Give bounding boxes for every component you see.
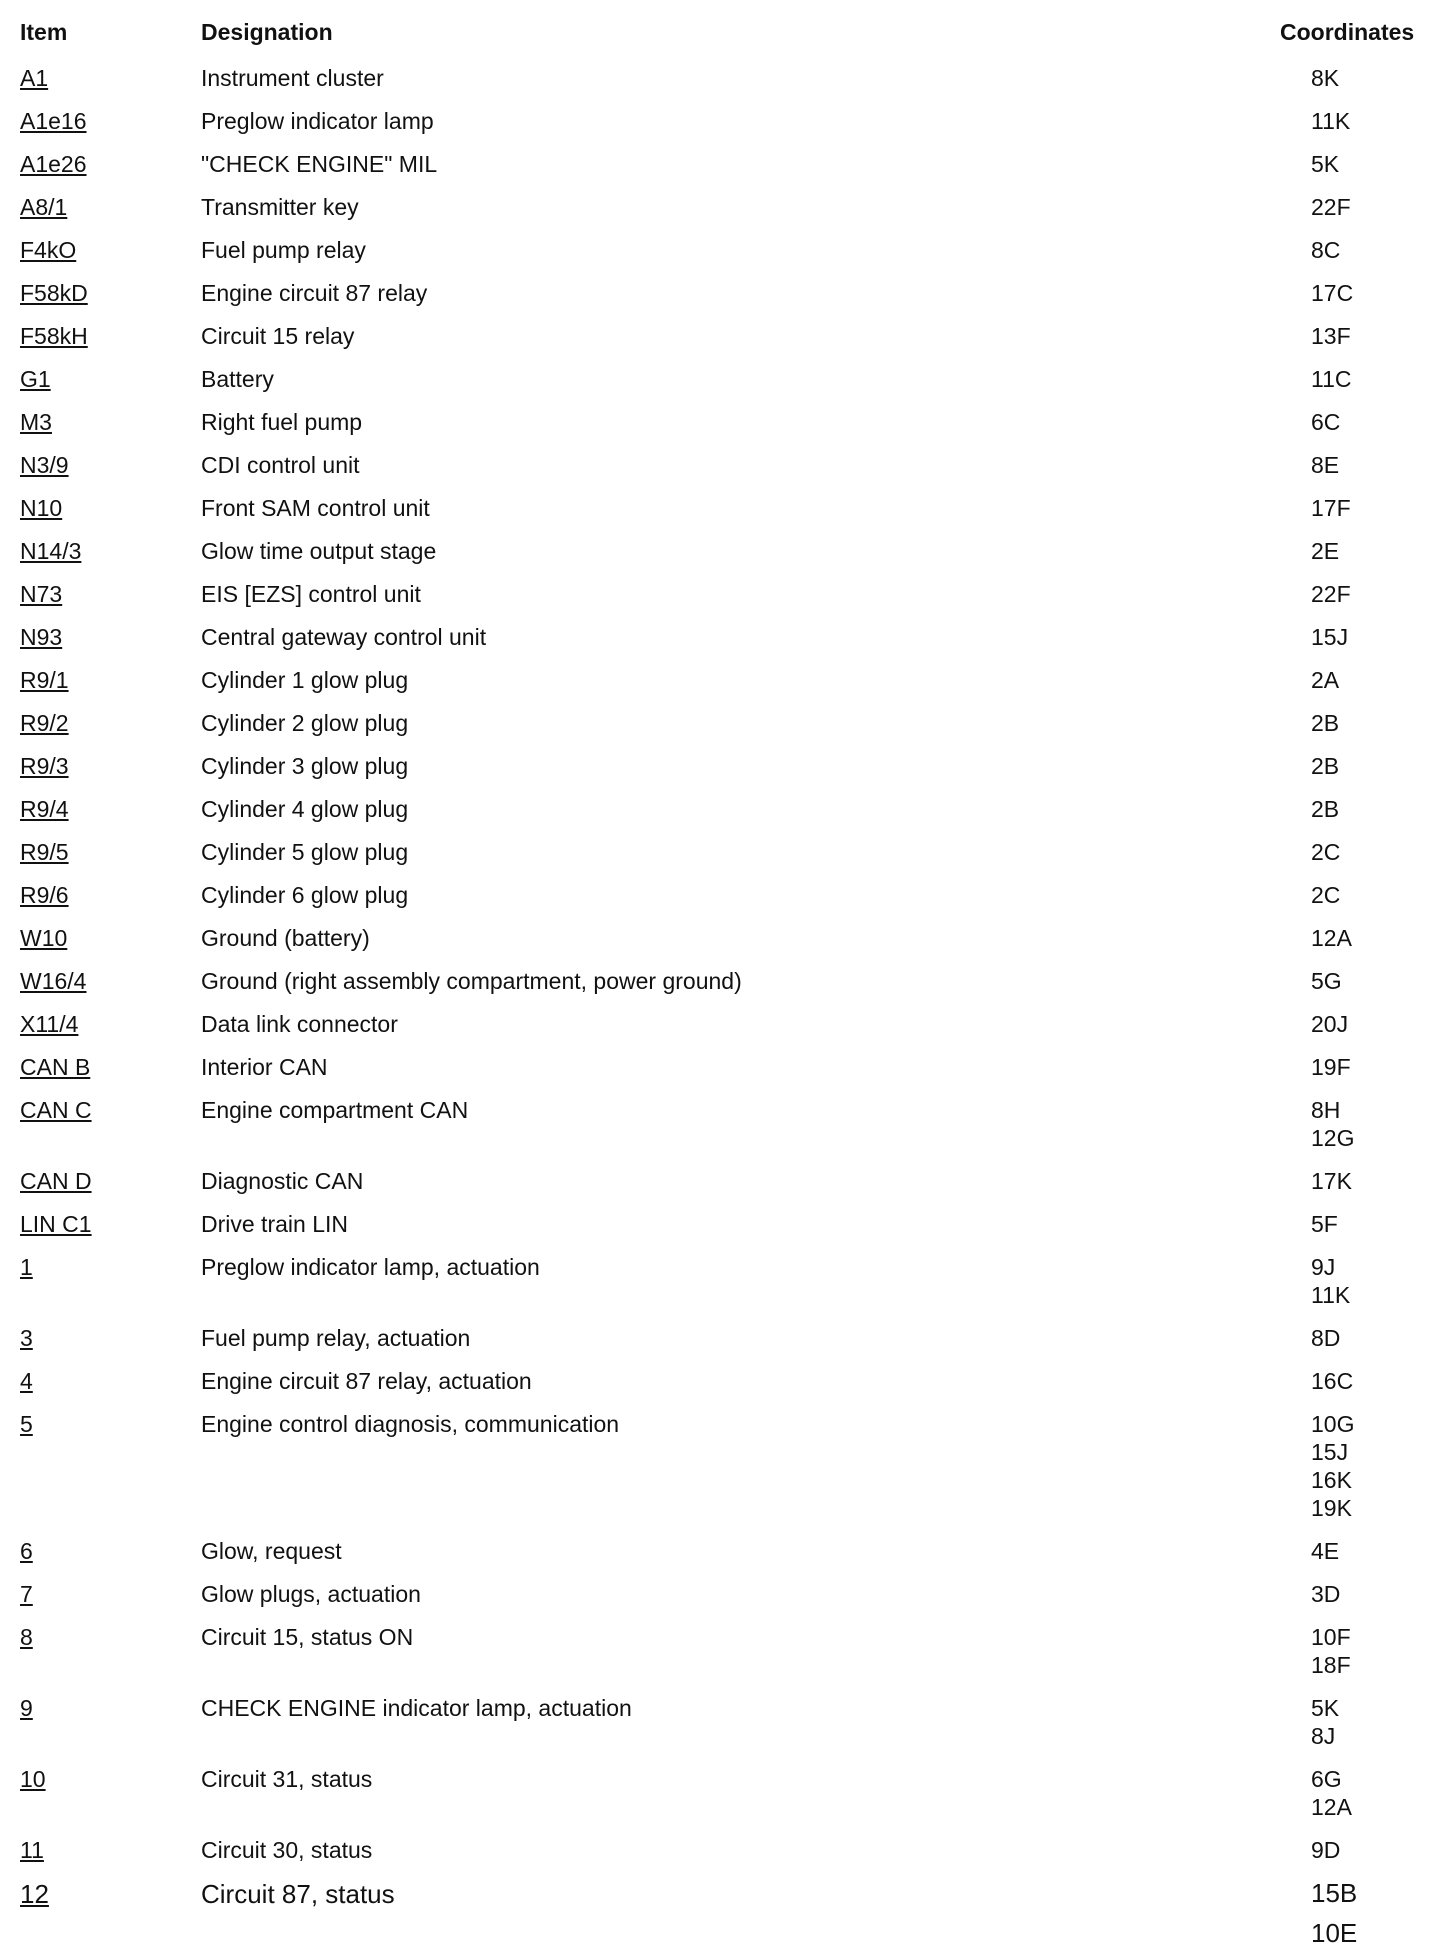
- item-link[interactable]: N10: [20, 495, 63, 521]
- coordinate-value: 17F: [1311, 495, 1351, 521]
- designation-text: Cylinder 3 glow plug: [201, 753, 409, 779]
- coordinates-cell: [1311, 107, 1350, 135]
- table-row: [0, 236, 1440, 279]
- designation-text: "CHECK ENGINE" MIL: [201, 151, 438, 177]
- item-link[interactable]: N93: [20, 624, 63, 650]
- coordinate-value: 8C: [1311, 237, 1341, 263]
- table-row: [0, 537, 1440, 580]
- coordinate-value: 2B: [1311, 796, 1340, 822]
- coordinate-value: 11K: [1311, 1282, 1351, 1308]
- coordinate-value: 2E: [1311, 538, 1340, 564]
- coordinate-value: 8J: [1311, 1723, 1336, 1749]
- item-link[interactable]: 3: [20, 1325, 33, 1351]
- coordinates-cell: [1311, 365, 1352, 393]
- coordinate-value: 20J: [1311, 1011, 1349, 1037]
- table-row: [0, 408, 1440, 451]
- table-row: [0, 666, 1440, 709]
- coordinates-cell: [1311, 1210, 1338, 1238]
- item-link[interactable]: F58kH: [20, 323, 88, 349]
- coordinate-value: 11C: [1311, 366, 1352, 392]
- designation-text: Ground (battery): [201, 925, 370, 951]
- coordinate-value: 12A: [1311, 1794, 1352, 1820]
- coordinate-value: 19K: [1311, 1495, 1352, 1521]
- coordinate-value: 10E: [1311, 1918, 1358, 1948]
- coordinates-cell: [1311, 1010, 1348, 1038]
- coordinates-cell: [1311, 666, 1339, 694]
- table-row: [0, 1537, 1440, 1580]
- designation-text: Transmitter key: [201, 194, 359, 220]
- coordinates-cell: [1311, 1053, 1351, 1081]
- coordinates-cell: [1311, 451, 1339, 479]
- item-link[interactable]: F4kO: [20, 237, 77, 263]
- designation-text: Central gateway control unit: [201, 624, 487, 650]
- designation-text: Interior CAN: [201, 1054, 328, 1080]
- coordinates-cell: [1311, 279, 1353, 307]
- table-row: [0, 150, 1440, 193]
- item-link[interactable]: CAN D: [20, 1168, 92, 1194]
- coordinates-cell: [1311, 1623, 1351, 1679]
- table-row: [0, 1010, 1440, 1053]
- coordinate-value: 22F: [1311, 194, 1351, 220]
- designation-text: Preglow indicator lamp, actuation: [201, 1254, 540, 1280]
- designation-text: Engine control diagnosis, communication: [201, 1411, 620, 1437]
- coordinates-cell: [1311, 1580, 1340, 1608]
- coordinate-value: 19F: [1311, 1054, 1351, 1080]
- item-link[interactable]: 10: [20, 1766, 46, 1792]
- coordinates-cell: [1311, 1096, 1354, 1152]
- designation-text: EIS [EZS] control unit: [201, 581, 421, 607]
- coordinate-value: 6C: [1311, 409, 1341, 435]
- designation-text: Cylinder 4 glow plug: [201, 796, 409, 822]
- table-row: [0, 1210, 1440, 1253]
- coordinate-value: 8D: [1311, 1325, 1341, 1351]
- designation-text: Engine circuit 87 relay, actuation: [201, 1368, 532, 1394]
- coordinates-cell: [1311, 1253, 1350, 1309]
- designation-text: Glow time output stage: [201, 538, 437, 564]
- coordinate-value: 15J: [1311, 1439, 1349, 1465]
- coordinate-value: 16K: [1311, 1467, 1352, 1493]
- item-link[interactable]: 11: [20, 1837, 44, 1863]
- header-item: Item: [20, 19, 68, 45]
- table-row: [0, 1410, 1440, 1537]
- designation-text: Circuit 15 relay: [201, 323, 355, 349]
- coordinates-cell: [1311, 881, 1340, 909]
- coordinate-value: 8K: [1311, 65, 1340, 91]
- coordinates-cell: [1311, 1324, 1340, 1352]
- item-link[interactable]: W16/4: [20, 968, 87, 994]
- item-link[interactable]: 7: [20, 1581, 33, 1607]
- table-row: [0, 1836, 1440, 1879]
- item-link[interactable]: 12: [20, 1879, 49, 1909]
- table-row: [0, 1253, 1440, 1324]
- coordinate-value: 22F: [1311, 581, 1351, 607]
- header-coordinates: Coordinates: [1280, 19, 1415, 45]
- item-link[interactable]: A1e26: [20, 151, 87, 177]
- table-row: [0, 967, 1440, 1010]
- coordinate-value: 9D: [1311, 1837, 1341, 1863]
- designation-text: Circuit 30, status: [201, 1837, 373, 1863]
- designation-text: Fuel pump relay: [201, 237, 366, 263]
- designation-text: Cylinder 5 glow plug: [201, 839, 409, 865]
- coordinate-value: 3D: [1311, 1581, 1341, 1607]
- coordinates-cell: [1311, 795, 1339, 823]
- coordinate-value: 11K: [1311, 108, 1351, 134]
- table-row: [0, 752, 1440, 795]
- coordinates-cell: [1311, 150, 1339, 178]
- coordinates-cell: [1311, 1836, 1340, 1864]
- coordinate-value: 4E: [1311, 1538, 1340, 1564]
- table-row: [0, 1765, 1440, 1836]
- designation-text: Cylinder 1 glow plug: [201, 667, 409, 693]
- table-row: [0, 1096, 1440, 1167]
- table-row: [0, 365, 1440, 408]
- item-link[interactable]: W10: [20, 925, 68, 951]
- table-row: [0, 322, 1440, 365]
- item-link[interactable]: 9: [20, 1695, 33, 1721]
- coordinate-value: 17K: [1311, 1168, 1352, 1194]
- table-row: [0, 1623, 1440, 1694]
- coordinate-value: 5F: [1311, 1211, 1338, 1237]
- coordinates-cell: [1311, 408, 1340, 436]
- table-row: [0, 64, 1440, 107]
- table-row: [0, 623, 1440, 666]
- coordinates-cell: [1311, 1879, 1357, 1947]
- coordinates-cell: [1311, 752, 1339, 780]
- designation-text: Circuit 87, status: [201, 1879, 395, 1909]
- item-link[interactable]: R9/6: [20, 882, 69, 908]
- coordinate-value: 8H: [1311, 1097, 1341, 1123]
- table-row: [0, 709, 1440, 752]
- table-row: [0, 580, 1440, 623]
- coordinates-cell: [1311, 709, 1339, 737]
- coordinate-value: 5K: [1311, 1695, 1340, 1721]
- coordinates-cell: [1311, 838, 1340, 866]
- designation-text: Diagnostic CAN: [201, 1168, 364, 1194]
- coordinates-cell: [1311, 1694, 1339, 1750]
- coordinate-value: 12A: [1311, 925, 1352, 951]
- table-row: [0, 494, 1440, 537]
- item-link[interactable]: M3: [20, 409, 52, 435]
- coordinate-value: 5G: [1311, 968, 1342, 994]
- item-link[interactable]: R9/3: [20, 753, 69, 779]
- coordinate-value: 13F: [1311, 323, 1351, 349]
- item-link[interactable]: N3/9: [20, 452, 69, 478]
- item-link[interactable]: 6: [20, 1538, 33, 1564]
- table-row: [0, 1878, 1440, 1948]
- item-link[interactable]: N73: [20, 581, 63, 607]
- coordinate-value: 6G: [1311, 1766, 1342, 1792]
- designation-text: Battery: [201, 366, 274, 392]
- designation-text: Glow plugs, actuation: [201, 1581, 421, 1607]
- designation-text: Engine circuit 87 relay: [201, 280, 428, 306]
- coordinates-cell: [1311, 193, 1351, 221]
- coordinates-cell: [1311, 967, 1342, 995]
- coordinate-value: 10F: [1311, 1624, 1351, 1650]
- header-designation: Designation: [201, 19, 333, 45]
- designation-text: Circuit 31, status: [201, 1766, 373, 1792]
- designation-text: Cylinder 2 glow plug: [201, 710, 409, 736]
- designation-text: Fuel pump relay, actuation: [201, 1325, 471, 1351]
- item-link[interactable]: LIN C1: [20, 1211, 92, 1237]
- designation-text: Drive train LIN: [201, 1211, 348, 1237]
- coordinates-cell: [1311, 580, 1351, 608]
- coordinates-cell: [1311, 1367, 1353, 1395]
- coordinates-cell: [1311, 537, 1339, 565]
- item-link[interactable]: A1: [20, 65, 49, 91]
- coordinates-cell: [1311, 623, 1348, 651]
- table-header: [0, 0, 1440, 64]
- item-link[interactable]: 1: [20, 1254, 33, 1280]
- coordinate-value: 12G: [1311, 1125, 1355, 1151]
- table-row: [0, 107, 1440, 150]
- designation-text: Preglow indicator lamp: [201, 108, 434, 134]
- designation-text: CDI control unit: [201, 452, 360, 478]
- coordinates-cell: [1311, 1537, 1339, 1565]
- item-link[interactable]: R9/4: [20, 796, 69, 822]
- coordinate-value: 15B: [1311, 1878, 1358, 1908]
- coordinate-value: 17C: [1311, 280, 1354, 306]
- designation-text: Cylinder 6 glow plug: [201, 882, 409, 908]
- item-link[interactable]: F58kD: [20, 280, 88, 306]
- coordinates-cell: [1311, 1765, 1352, 1821]
- item-link[interactable]: N14/3: [20, 538, 82, 564]
- coordinate-value: 16C: [1311, 1368, 1354, 1394]
- coordinate-value: 2B: [1311, 753, 1340, 779]
- coordinates-cell: [1311, 64, 1339, 92]
- designation-text: Ground (right assembly compartment, power ground): [201, 968, 742, 994]
- coordinate-value: 5K: [1311, 151, 1340, 177]
- item-link[interactable]: X11/4: [20, 1011, 79, 1037]
- table-row: [0, 451, 1440, 494]
- item-link[interactable]: A8/1: [20, 194, 68, 220]
- item-link[interactable]: R9/1: [20, 667, 69, 693]
- coordinates-cell: [1311, 236, 1340, 264]
- table-row: [0, 1053, 1440, 1096]
- designation-text: Right fuel pump: [201, 409, 363, 435]
- table-row: [0, 838, 1440, 881]
- coordinate-value: 10G: [1311, 1411, 1355, 1437]
- coordinate-value: 2C: [1311, 882, 1341, 908]
- item-link[interactable]: R9/5: [20, 839, 69, 865]
- designation-text: Glow, request: [201, 1538, 342, 1564]
- table-row: [0, 1167, 1440, 1210]
- coordinates-cell: [1311, 924, 1352, 952]
- coordinate-value: 15J: [1311, 624, 1349, 650]
- coordinates-cell: [1311, 494, 1351, 522]
- coordinate-value: 18F: [1311, 1652, 1351, 1678]
- item-link[interactable]: 8: [20, 1624, 33, 1650]
- coordinate-value: 2B: [1311, 710, 1340, 736]
- designation-text: Front SAM control unit: [201, 495, 430, 521]
- designation-text: Circuit 15, status ON: [201, 1624, 414, 1650]
- designation-text: Instrument cluster: [201, 65, 384, 91]
- coordinates-cell: [1311, 1410, 1354, 1522]
- coordinates-cell: [1311, 322, 1351, 350]
- item-link[interactable]: CAN C: [20, 1097, 92, 1123]
- table-row: [0, 279, 1440, 322]
- table-row: [0, 1694, 1440, 1765]
- item-link[interactable]: A1e16: [20, 108, 87, 134]
- table-body: [0, 64, 1440, 1948]
- designation-text: Engine compartment CAN: [201, 1097, 469, 1123]
- coordinate-value: 9J: [1311, 1254, 1336, 1280]
- item-link[interactable]: 5: [20, 1411, 33, 1437]
- table-row: [0, 924, 1440, 967]
- item-link[interactable]: CAN B: [20, 1054, 91, 1080]
- table-row: [0, 795, 1440, 838]
- table-row: [0, 1367, 1440, 1410]
- coordinate-value: 2A: [1311, 667, 1340, 693]
- item-link[interactable]: G1: [20, 366, 51, 392]
- coordinate-value: 2C: [1311, 839, 1341, 865]
- coordinates-cell: [1311, 1167, 1352, 1195]
- designation-text: Data link connector: [201, 1011, 398, 1037]
- table-row: [0, 881, 1440, 924]
- item-link[interactable]: R9/2: [20, 710, 69, 736]
- designation-text: CHECK ENGINE indicator lamp, actuation: [201, 1695, 632, 1721]
- coordinate-value: 8E: [1311, 452, 1340, 478]
- item-link[interactable]: 4: [20, 1368, 33, 1394]
- table-row: [0, 193, 1440, 236]
- table-row: [0, 1324, 1440, 1367]
- table-row: [0, 1580, 1440, 1623]
